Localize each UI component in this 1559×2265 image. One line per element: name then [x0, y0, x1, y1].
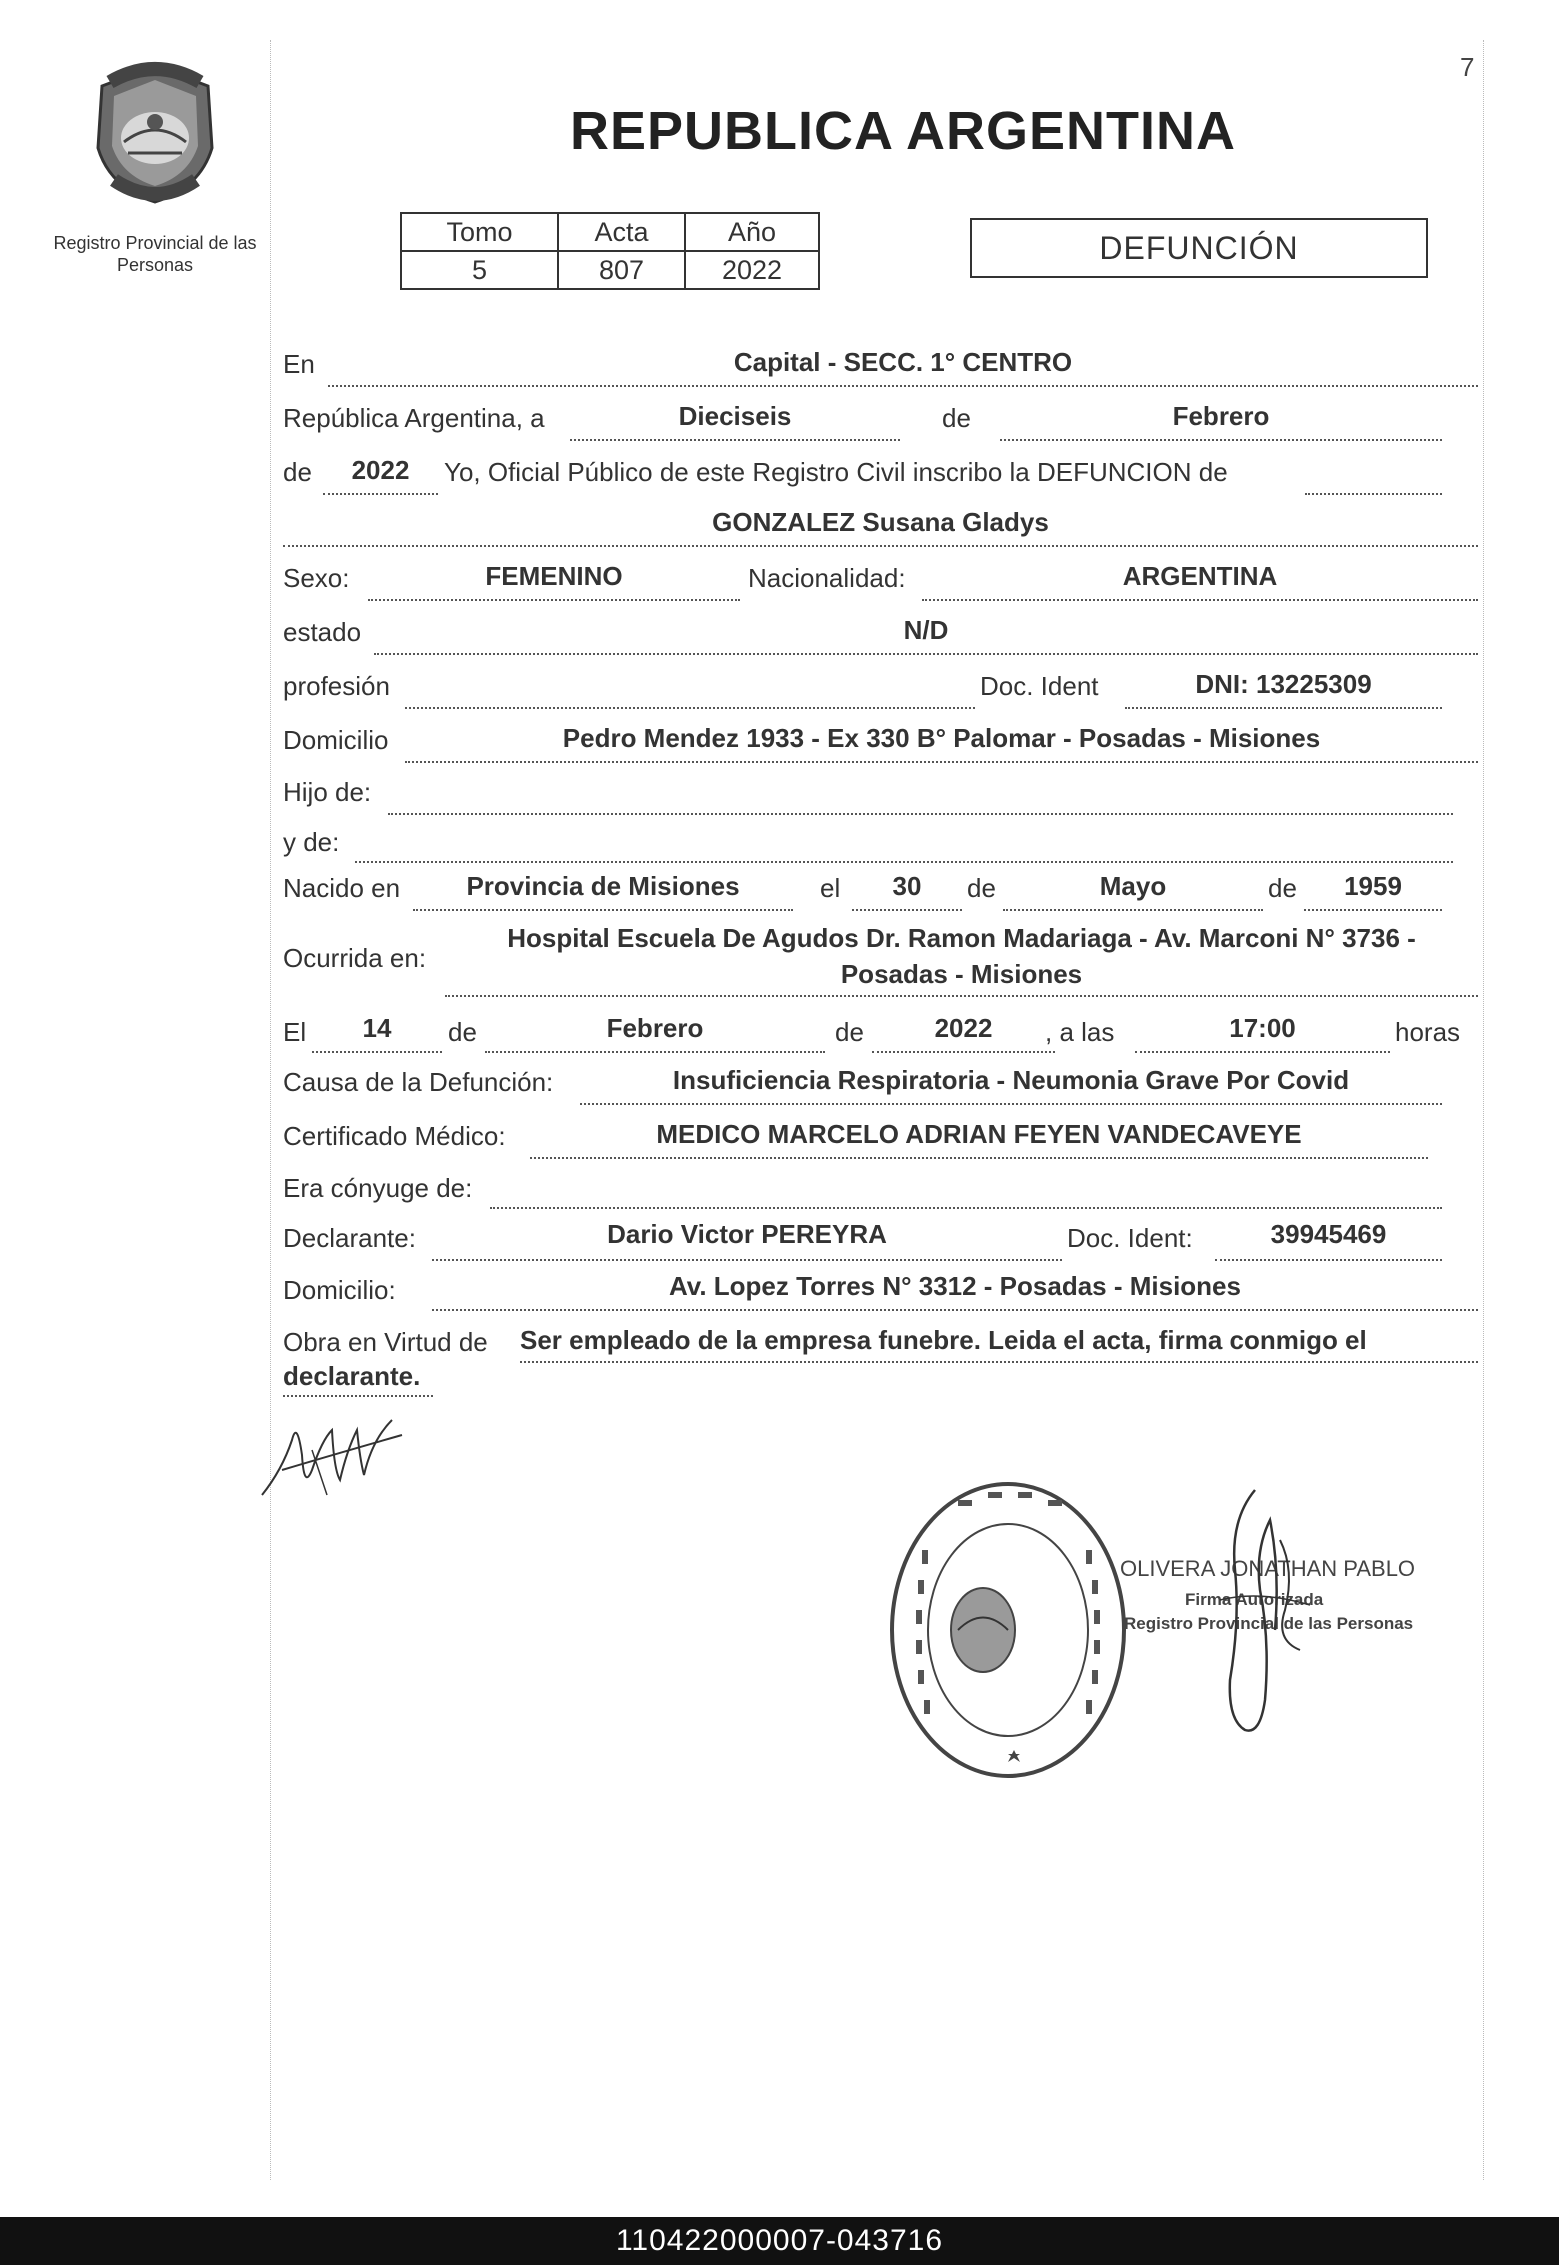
officer-role: Firma Autorizada — [1185, 1590, 1324, 1609]
dotted-line — [368, 599, 740, 601]
dotted-line — [283, 1395, 433, 1397]
label-obra: Obra en Virtud de — [283, 1327, 488, 1357]
dotted-line — [872, 1051, 1055, 1053]
field-sexo: FEMENINO — [485, 561, 623, 591]
field-nacido-en: Provincia de Misiones — [466, 871, 740, 901]
label-doc-ident: Doc. Ident: — [1067, 1223, 1193, 1253]
dotted-line — [570, 439, 900, 441]
label-el-cap: El — [283, 1017, 307, 1047]
dotted-line — [432, 1309, 1478, 1311]
label-domicilio: Domicilio: — [283, 1275, 396, 1305]
dotted-line — [374, 653, 1478, 655]
label-ocurrida-en: Ocurrida en: — [283, 943, 427, 973]
label-de: de — [835, 1017, 864, 1047]
record-table-value-row — [401, 251, 819, 289]
record-table — [400, 212, 820, 290]
label-de: de — [448, 1017, 477, 1047]
dotted-line — [1003, 909, 1263, 911]
dotted-line — [405, 761, 1478, 763]
registry-seal-stamp — [888, 1480, 1128, 1785]
field-nac-mes: Mayo — [1099, 871, 1167, 901]
dotted-line — [922, 599, 1478, 601]
officer-name: OLIVERA JONATHAN PABLO — [1120, 1556, 1416, 1581]
officer-signature — [1200, 1480, 1320, 1745]
dotted-line — [323, 493, 438, 495]
field-fall-anio: 2022 — [934, 1013, 993, 1043]
label-causa: Causa de la Defunción: — [283, 1067, 554, 1097]
field-obra-linea2: declarante. — [283, 1361, 421, 1391]
label-estado: estado — [283, 617, 362, 647]
dotted-line — [520, 1361, 1478, 1363]
label-sexo: Sexo: — [283, 563, 350, 593]
field-dia-letras: Dieciseis — [678, 401, 792, 431]
field-ocurrida-linea2: Posadas - Misiones — [840, 959, 1083, 989]
label-doc-ident: Doc. Ident — [980, 671, 1099, 701]
field-obra-linea1: Ser empleado de la empresa funebre. Leida el acta, firma conmigo el — [520, 1325, 1367, 1355]
acta-value: 807 — [558, 251, 685, 289]
dotted-line — [388, 813, 1453, 815]
dotted-line — [580, 1103, 1442, 1105]
label-profesion: profesión — [283, 671, 390, 701]
label-de: de — [967, 873, 996, 903]
document-title: REPUBLICA ARGENTINA — [570, 101, 1236, 161]
field-fall-dia: 14 — [362, 1013, 392, 1043]
dotted-line — [1125, 707, 1442, 709]
record-table-header-row — [401, 213, 819, 251]
officer-office: Registro Provincial de las Personas — [1124, 1614, 1414, 1633]
page-number: 7 — [1460, 52, 1475, 82]
field-anio: 2022 — [351, 455, 410, 485]
dotted-line — [852, 909, 962, 911]
field-nacionalidad: ARGENTINA — [1122, 561, 1278, 591]
label-horas: horas — [1395, 1017, 1461, 1047]
record-type-box: DEFUNCIÓN — [970, 218, 1428, 278]
dotted-line — [355, 861, 1453, 863]
label-nacionalidad: Nacionalidad: — [748, 563, 906, 593]
tomo-value: 5 — [401, 251, 558, 289]
margin-line-left — [270, 40, 271, 2180]
field-hora: 17:00 — [1229, 1013, 1296, 1043]
label-el: el — [820, 873, 841, 903]
label-domicilio: Domicilio — [283, 725, 389, 755]
field-declarante: Dario Victor PEREYRA — [607, 1219, 887, 1249]
field-mes: Febrero — [1172, 401, 1270, 431]
dotted-line — [1304, 909, 1442, 911]
label-oficial: Yo, Oficial Público de este Registro Civil inscribo la DEFUNCION de — [444, 457, 1228, 487]
registry-caption: Registro Provincial de las Personas — [53, 233, 257, 275]
dotted-line — [312, 1051, 442, 1053]
dotted-line — [432, 1259, 1062, 1261]
label-certificado: Certificado Médico: — [283, 1121, 506, 1151]
label-de: de — [942, 403, 971, 433]
record-table-header: Tomo — [401, 213, 558, 251]
dotted-line — [1000, 439, 1442, 441]
label-en: En — [283, 349, 315, 379]
field-ocurrida-linea1: Hospital Escuela De Agudos Dr. Ramon Madariaga - Av. Marconi N° 3736 - — [507, 923, 1416, 953]
dotted-line — [485, 1051, 825, 1053]
field-nombre: GONZALEZ Susana Gladys — [712, 507, 1049, 537]
label-nacido-en: Nacido en — [283, 873, 401, 903]
dotted-line — [530, 1157, 1428, 1159]
field-estado: N/D — [903, 615, 949, 645]
record-table-header: Año — [685, 213, 819, 251]
dotted-line — [405, 707, 975, 709]
label-de: de — [1268, 873, 1297, 903]
document-code: 110422000007-043716 — [615, 2224, 944, 2257]
field-nac-dia: 30 — [892, 871, 922, 901]
label-de: de — [283, 457, 312, 487]
label-a-las: , a las — [1045, 1017, 1115, 1047]
dotted-line — [1305, 493, 1442, 495]
declarant-signature — [252, 1400, 412, 1515]
anio-value: 2022 — [685, 251, 819, 289]
dotted-line — [445, 995, 1478, 997]
field-causa: Insuficiencia Respiratoria - Neumonia Grave Por Covid — [672, 1065, 1350, 1095]
field-fall-mes: Febrero — [606, 1013, 704, 1043]
label-republica: República Argentina, a — [283, 403, 545, 433]
field-certificado: MEDICO MARCELO ADRIAN FEYEN VANDECAVEYE — [656, 1119, 1302, 1149]
dotted-line — [1135, 1051, 1390, 1053]
field-nac-anio: 1959 — [1344, 871, 1402, 901]
label-y-de: y de: — [283, 827, 340, 857]
field-lugar: Capital - SECC. 1° CENTRO — [733, 347, 1073, 377]
dotted-line — [328, 385, 1478, 387]
dotted-line — [490, 1207, 1442, 1209]
field-domicilio: Pedro Mendez 1933 - Ex 330 B° Palomar - Posadas - Misiones — [562, 723, 1321, 753]
label-conyuge: Era cónyuge de: — [283, 1173, 473, 1203]
field-declarante-doc: 39945469 — [1270, 1219, 1387, 1249]
dotted-line — [283, 545, 1478, 547]
dotted-line — [413, 909, 793, 911]
field-dni: DNI: 13225309 — [1195, 669, 1372, 699]
label-declarante: Declarante: — [283, 1223, 416, 1253]
label-hijo-de: Hijo de: — [283, 777, 372, 807]
field-declarante-domicilio: Av. Lopez Torres N° 3312 - Posadas - Misiones — [669, 1271, 1241, 1301]
margin-line-right — [1483, 40, 1484, 2180]
dotted-line — [1215, 1259, 1442, 1261]
record-table-header: Acta — [558, 213, 685, 251]
provincia-misiones-logo — [80, 58, 230, 213]
